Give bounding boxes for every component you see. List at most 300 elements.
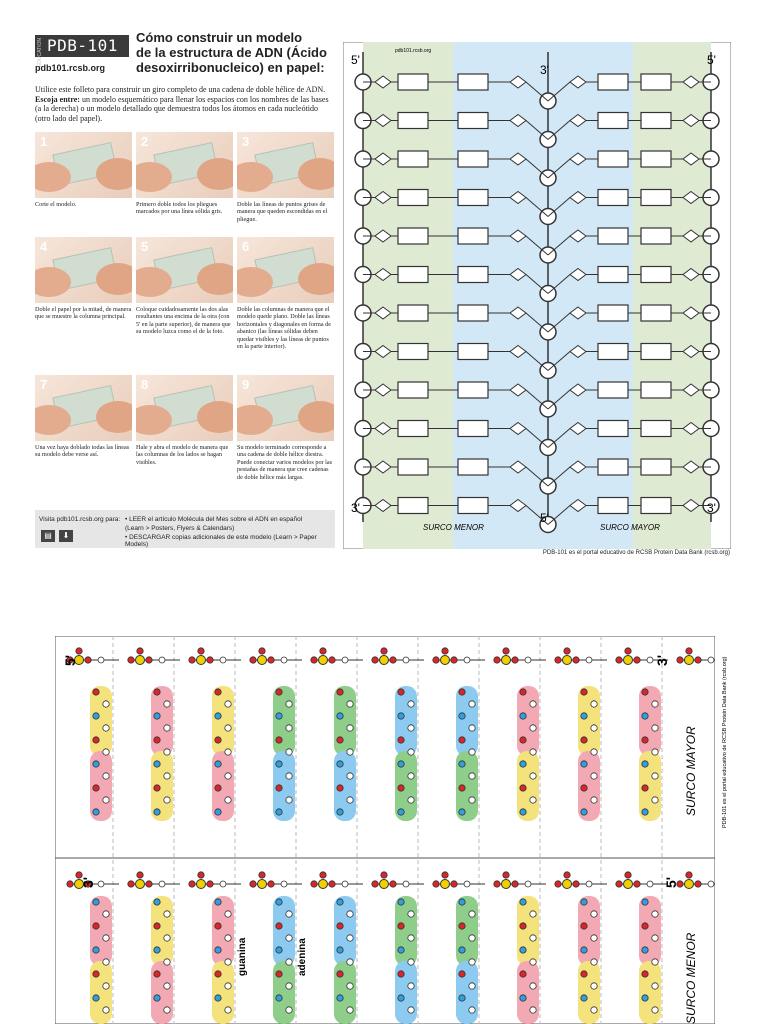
atom xyxy=(642,923,648,929)
atomic-major-groove-label: SURCO MAYOR xyxy=(684,726,698,816)
step-caption: Una vez haya doblado todas las líneas su modelo debe verse así. xyxy=(35,444,130,459)
atom xyxy=(225,911,231,917)
atom xyxy=(530,911,536,917)
phosphorus-atom xyxy=(441,656,450,665)
carbon-atom xyxy=(342,881,348,887)
oxygen-atom xyxy=(372,881,378,887)
atom xyxy=(581,947,587,953)
carbon-atom xyxy=(708,657,714,663)
oxygen-atom xyxy=(695,657,701,663)
base-blank-box xyxy=(598,190,628,206)
oxygen-atom xyxy=(512,881,518,887)
atom xyxy=(103,983,109,989)
base-highlight xyxy=(639,961,661,1024)
phosphorus-atom xyxy=(502,880,511,889)
step-6 xyxy=(237,237,334,350)
atom xyxy=(459,923,465,929)
visit-bullet-read-path: (Learn > Posters, Flyers & Calendars) xyxy=(125,525,235,532)
atom xyxy=(459,689,465,695)
atom xyxy=(215,947,221,953)
atom xyxy=(103,725,109,731)
oxygen-atom xyxy=(451,881,457,887)
base-blank-box xyxy=(598,421,628,437)
atom xyxy=(337,995,343,1001)
oxygen-atom xyxy=(433,881,439,887)
atom xyxy=(225,983,231,989)
atom xyxy=(93,785,99,791)
atom xyxy=(215,689,221,695)
atom xyxy=(459,995,465,1001)
atom xyxy=(347,959,353,965)
base-blank-box xyxy=(641,151,671,167)
phosphorus-atom xyxy=(624,880,633,889)
atom xyxy=(581,737,587,743)
atom xyxy=(520,713,526,719)
base-blank-box xyxy=(598,459,628,475)
atom xyxy=(408,701,414,707)
step-photo xyxy=(136,375,233,441)
atom xyxy=(93,713,99,719)
atom xyxy=(347,773,353,779)
base-blank-box xyxy=(598,498,628,514)
atom xyxy=(408,911,414,917)
phosphorus-atom xyxy=(441,880,450,889)
schematic-model xyxy=(343,42,731,549)
step-number: 6 xyxy=(242,239,250,254)
atom xyxy=(93,971,99,977)
step-photo xyxy=(35,375,132,441)
base-highlight xyxy=(578,896,600,966)
atom xyxy=(154,689,160,695)
atom xyxy=(520,995,526,1001)
carbon-atom xyxy=(342,657,348,663)
atom xyxy=(154,785,160,791)
base-highlight xyxy=(456,896,478,966)
atom xyxy=(154,971,160,977)
atom xyxy=(215,923,221,929)
oxygen-atom xyxy=(494,657,500,663)
atom xyxy=(652,911,658,917)
base-blank-box xyxy=(598,382,628,398)
guanine-label: guanina xyxy=(237,937,248,976)
atom xyxy=(215,899,221,905)
download-icon[interactable]: ⬇ xyxy=(59,530,73,542)
intro-line-1: Utilice este folleto para construir un giro completo de una cadena de doble hélice de ADN. xyxy=(35,85,326,94)
atomic-minor-groove-label: SURCO MENOR xyxy=(684,932,698,1024)
oxygen-atom xyxy=(189,657,195,663)
atom xyxy=(652,983,658,989)
oxygen-atom xyxy=(616,881,622,887)
step-9 xyxy=(237,375,334,481)
atom xyxy=(398,689,404,695)
visit-box xyxy=(35,510,335,548)
step-number: 3 xyxy=(242,134,250,149)
atom xyxy=(642,995,648,1001)
base-highlight xyxy=(334,961,356,1024)
oxygen-atom xyxy=(677,657,683,663)
atom xyxy=(459,785,465,791)
atom xyxy=(276,737,282,743)
base-blank-box xyxy=(458,228,488,244)
atom xyxy=(469,701,475,707)
oxygen-atom xyxy=(128,657,134,663)
atom xyxy=(154,947,160,953)
atom xyxy=(347,725,353,731)
atom xyxy=(164,701,170,707)
atom xyxy=(591,725,597,731)
oxygen-atom xyxy=(146,881,152,887)
base-blank-box xyxy=(598,267,628,283)
step-number: 9 xyxy=(242,377,250,392)
oxygen-atom xyxy=(329,881,335,887)
atom xyxy=(642,899,648,905)
atom xyxy=(164,935,170,941)
oxygen-atom xyxy=(625,872,631,878)
oxygen-atom xyxy=(137,648,143,654)
base-highlight xyxy=(273,896,295,966)
atom xyxy=(469,749,475,755)
oxygen-atom xyxy=(381,648,387,654)
atom xyxy=(337,737,343,743)
oxygen-atom xyxy=(67,881,73,887)
oxygen-atom xyxy=(198,648,204,654)
base-blank-box xyxy=(398,113,428,129)
phosphorus-atom xyxy=(136,656,145,665)
atom xyxy=(276,689,282,695)
atom xyxy=(276,971,282,977)
atom xyxy=(286,773,292,779)
oxygen-atom xyxy=(128,881,134,887)
oxygen-atom xyxy=(85,657,91,663)
phosphorus-atom xyxy=(685,656,694,665)
atom xyxy=(591,749,597,755)
atom xyxy=(530,725,536,731)
step-5 xyxy=(136,237,233,336)
atom xyxy=(225,701,231,707)
atom xyxy=(398,923,404,929)
phosphorus-atom xyxy=(258,656,267,665)
atom xyxy=(530,935,536,941)
step-photo xyxy=(237,237,334,303)
step-caption: Doble las líneas de puntos grises de manera que queden escondidas en el pliegue. xyxy=(237,201,328,223)
oxygen-atom xyxy=(503,648,509,654)
atom xyxy=(408,725,414,731)
step-caption: Su modelo terminado corresponde a una cadena de doble hélice diestra. Puede conectar varios modelos por las pestañas de manera que cree cadenas de doble hélice más largas. xyxy=(237,444,333,481)
atom xyxy=(215,737,221,743)
atom xyxy=(337,689,343,695)
step-8 xyxy=(136,375,233,466)
title-line-1: Cómo construir un modelo xyxy=(136,30,303,45)
base-highlight xyxy=(90,686,112,756)
atom xyxy=(154,923,160,929)
base-blank-box xyxy=(398,344,428,360)
atom xyxy=(408,935,414,941)
atom xyxy=(591,773,597,779)
base-blank-box xyxy=(398,305,428,321)
base-blank-box xyxy=(458,113,488,129)
phosphorus-atom xyxy=(197,656,206,665)
base-highlight xyxy=(517,686,539,756)
base-blank-box xyxy=(641,74,671,90)
base-highlight xyxy=(639,686,661,756)
schematic-5prime-top-right: 5' xyxy=(707,53,716,67)
atom xyxy=(164,797,170,803)
atom xyxy=(154,761,160,767)
base-blank-box xyxy=(598,151,628,167)
oxygen-atom xyxy=(616,657,622,663)
site-link[interactable]: pdb101.rcsb.org xyxy=(35,63,106,73)
phosphorus-atom xyxy=(319,880,328,889)
base-blank-box xyxy=(641,267,671,283)
atom xyxy=(652,935,658,941)
atom xyxy=(591,1007,597,1013)
atom xyxy=(530,797,536,803)
phosphorus-atom xyxy=(563,656,572,665)
atom xyxy=(408,983,414,989)
atom xyxy=(103,773,109,779)
oxygen-atom xyxy=(259,648,265,654)
step-caption: Doble el papel por la mitad, de manera que se muestre la columna principal. xyxy=(35,306,132,321)
base-blank-box xyxy=(641,344,671,360)
base-blank-box xyxy=(458,151,488,167)
atom xyxy=(347,1007,353,1013)
atom xyxy=(225,725,231,731)
base-blank-box xyxy=(458,344,488,360)
step-photo xyxy=(136,237,233,303)
base-blank-box xyxy=(458,421,488,437)
oxygen-atom xyxy=(320,872,326,878)
atom xyxy=(520,971,526,977)
atom xyxy=(469,797,475,803)
oxygen-atom xyxy=(198,872,204,878)
atom xyxy=(459,971,465,977)
oxygen-atom xyxy=(686,648,692,654)
schematic-3prime-top-center: 3' xyxy=(540,63,549,77)
schematic-3prime-bottom-left: 3' xyxy=(351,501,360,515)
step-number: 5 xyxy=(141,239,149,254)
atom xyxy=(215,761,221,767)
atom xyxy=(286,983,292,989)
atom xyxy=(398,785,404,791)
atom xyxy=(337,761,343,767)
atom xyxy=(459,899,465,905)
atom xyxy=(530,749,536,755)
atom xyxy=(103,959,109,965)
atomic-model xyxy=(55,636,715,1024)
step-photo xyxy=(35,237,132,303)
base-blank-box xyxy=(398,151,428,167)
oxygen-atom xyxy=(564,648,570,654)
atom xyxy=(398,737,404,743)
atom xyxy=(347,911,353,917)
atom xyxy=(103,935,109,941)
atom xyxy=(225,773,231,779)
oxygen-atom xyxy=(189,881,195,887)
carbon-atom xyxy=(159,881,165,887)
schematic-minor-groove-label: SURCO MENOR xyxy=(423,523,484,532)
atom xyxy=(347,701,353,707)
atom xyxy=(103,911,109,917)
base-blank-box xyxy=(398,421,428,437)
carbon-atom xyxy=(464,657,470,663)
atom xyxy=(276,761,282,767)
base-blank-box xyxy=(598,113,628,129)
step-4 xyxy=(35,237,132,321)
step-caption: Coloque cuidadosamente las dos alas resultantes una encima de la otra (con 5' en la parte superior), de manera que su modelo luzca como el de la foto. xyxy=(136,306,231,336)
phosphorus-atom xyxy=(380,656,389,665)
schematic-major-groove-label: SURCO MAYOR xyxy=(600,523,660,532)
carbon-atom xyxy=(403,657,409,663)
oxygen-atom xyxy=(512,657,518,663)
step-number: 1 xyxy=(40,134,48,149)
schematic-3prime-bottom-right: 3' xyxy=(707,501,716,515)
atom xyxy=(225,797,231,803)
base-blank-box xyxy=(398,190,428,206)
atom xyxy=(642,971,648,977)
atom xyxy=(581,995,587,1001)
visit-bullet-download[interactable]: • DESCARGAR copias adicionales de este modelo (Learn > Paper Models) xyxy=(125,534,317,548)
base-blank-box xyxy=(598,344,628,360)
atom xyxy=(459,713,465,719)
atom xyxy=(581,785,587,791)
carbon-atom xyxy=(586,881,592,887)
base-blank-box xyxy=(398,459,428,475)
atom xyxy=(469,983,475,989)
atom xyxy=(530,1007,536,1013)
oxygen-atom xyxy=(390,881,396,887)
oxygen-atom xyxy=(686,872,692,878)
base-blank-box xyxy=(398,267,428,283)
oxygen-atom xyxy=(268,657,274,663)
oxygen-atom xyxy=(137,872,143,878)
atom xyxy=(164,749,170,755)
oxygen-atom xyxy=(555,881,561,887)
oxygen-atom xyxy=(564,872,570,878)
phosphorus-atom xyxy=(502,656,511,665)
atom xyxy=(591,911,597,917)
phosphorus-atom xyxy=(258,880,267,889)
atom xyxy=(154,995,160,1001)
atom xyxy=(398,995,404,1001)
step-2 xyxy=(136,132,233,216)
schematic-footer: PDB-101 es el portal educativo de RCSB Protein Data Bank (rcsb.org) xyxy=(542,550,730,556)
atom xyxy=(154,737,160,743)
atom xyxy=(337,947,343,953)
phosphorus-atom xyxy=(136,880,145,889)
atom xyxy=(520,899,526,905)
atom xyxy=(520,923,526,929)
atom xyxy=(276,899,282,905)
base-blank-box xyxy=(641,113,671,129)
visit-bullet-read[interactable]: • LEER el artículo Molécula del Mes sobre el ADN en español xyxy=(125,516,303,523)
atom xyxy=(530,983,536,989)
atom xyxy=(347,749,353,755)
atom xyxy=(276,713,282,719)
step-3 xyxy=(237,132,334,223)
atom xyxy=(93,947,99,953)
atom xyxy=(408,959,414,965)
intro-text xyxy=(35,85,335,123)
atomic-3prime-top: 3' xyxy=(654,654,670,666)
atom xyxy=(398,713,404,719)
base-highlight xyxy=(90,896,112,966)
step-photo xyxy=(237,375,334,441)
base-highlight xyxy=(334,896,356,966)
atom xyxy=(286,935,292,941)
atom xyxy=(154,809,160,815)
book-icon[interactable]: ▤ xyxy=(41,530,55,542)
base-blank-box xyxy=(458,74,488,90)
atom xyxy=(225,959,231,965)
atom xyxy=(103,749,109,755)
atom xyxy=(103,1007,109,1013)
logo-text: PDB-101 xyxy=(47,36,118,55)
atom xyxy=(530,701,536,707)
oxygen-atom xyxy=(250,881,256,887)
base-blank-box xyxy=(641,421,671,437)
oxygen-atom xyxy=(207,657,213,663)
phosphorus-atom xyxy=(380,880,389,889)
atom xyxy=(286,749,292,755)
atom xyxy=(103,701,109,707)
atom xyxy=(408,1007,414,1013)
atom xyxy=(337,713,343,719)
base-highlight xyxy=(90,961,112,1024)
atom xyxy=(276,923,282,929)
oxygen-atom xyxy=(573,657,579,663)
carbon-atom xyxy=(98,657,104,663)
oxygen-atom xyxy=(555,657,561,663)
atom xyxy=(591,701,597,707)
oxygen-atom xyxy=(634,881,640,887)
atom xyxy=(93,809,99,815)
oxygen-atom xyxy=(442,648,448,654)
oxygen-atom xyxy=(634,657,640,663)
atom xyxy=(408,797,414,803)
step-photo xyxy=(35,132,132,198)
base-blank-box xyxy=(641,382,671,398)
step-1 xyxy=(35,132,132,208)
oxygen-atom xyxy=(442,872,448,878)
atomic-5prime-top: 5' xyxy=(62,654,78,666)
visit-label: Visita pdb101.rcsb.org para: xyxy=(39,516,121,523)
atom xyxy=(164,911,170,917)
base-highlight xyxy=(151,896,173,966)
step-number: 4 xyxy=(40,239,48,254)
atom xyxy=(581,899,587,905)
atom xyxy=(642,761,648,767)
atom xyxy=(581,713,587,719)
base-highlight xyxy=(212,961,234,1024)
oxygen-atom xyxy=(259,872,265,878)
atom xyxy=(276,785,282,791)
atom xyxy=(93,995,99,1001)
atom xyxy=(398,761,404,767)
step-caption: Primero doble todos los pliegues marcados por una línea sólida gris. xyxy=(136,201,223,216)
atom xyxy=(652,797,658,803)
atom xyxy=(591,983,597,989)
atom xyxy=(398,899,404,905)
oxygen-atom xyxy=(320,648,326,654)
base-highlight xyxy=(151,961,173,1024)
base-blank-box xyxy=(458,459,488,475)
oxygen-atom xyxy=(372,657,378,663)
phosphorus-atom xyxy=(563,880,572,889)
atomic-side-text xyxy=(718,640,732,830)
atom xyxy=(652,1007,658,1013)
step-number: 2 xyxy=(141,134,149,149)
atomic-5prime-middle: 5' xyxy=(663,876,679,888)
